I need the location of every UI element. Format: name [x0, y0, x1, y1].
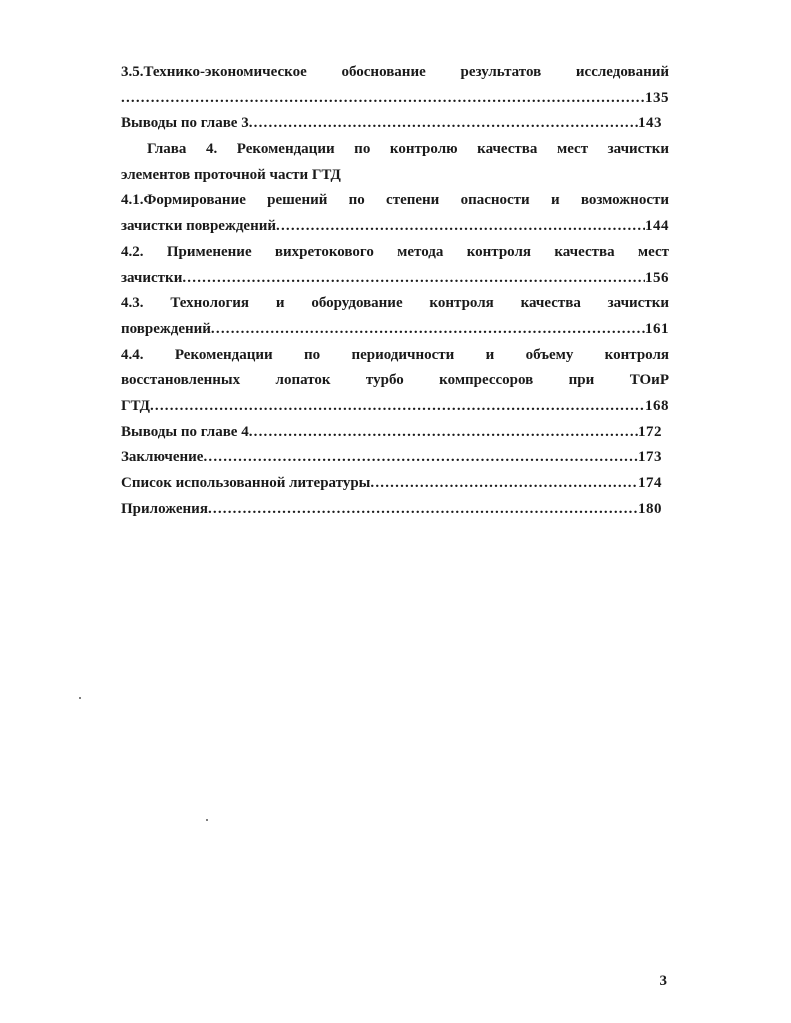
toc-entry-4-2-line2 — [121, 266, 669, 292]
dot-leader — [208, 497, 638, 523]
toc-page-number: 143 — [638, 115, 662, 132]
dot-leader — [150, 394, 645, 420]
chapter4-heading-line1: Глава 4. Рекомендации по контролю качества мест зачистки — [147, 141, 669, 158]
page-number: 3 — [659, 973, 667, 989]
toc-entry-label: Список использованной литературы — [121, 475, 371, 491]
scan-speck — [79, 697, 81, 699]
dot-leader — [121, 86, 645, 112]
table-of-contents — [121, 60, 669, 522]
toc-entry-4-3-line2 — [121, 317, 669, 343]
toc-page-number: 144 — [645, 218, 669, 235]
toc-entry-label: ГТД — [121, 397, 150, 414]
toc-entry-4-1-line1: 4.1.Формирование решений по степени опасности и возможности — [121, 192, 669, 209]
toc-entry-4-4-line2: восстановленных лопаток турбо компрессоров при ТОиР — [121, 372, 669, 389]
dot-leader — [211, 317, 645, 343]
toc-entry-4-3-line1: 4.3. Технология и оборудование контроля качества зачистки — [121, 295, 669, 312]
toc-entry-label: Выводы по главе 3 — [121, 115, 249, 132]
toc-entry-references — [121, 471, 662, 497]
toc-entry-label: Выводы по главе 4 — [121, 423, 249, 440]
toc-entry-3-5-leader — [121, 86, 669, 112]
toc-page-number: 161 — [645, 320, 669, 337]
dot-leader — [276, 214, 645, 240]
toc-page-number: 173 — [638, 449, 662, 466]
toc-entry-4-4-line1: 4.4. Рекомендации по периодичности и объему контроля — [121, 346, 669, 363]
toc-entry-3-5-title: 3.5.Технико-экономическое обоснование результатов исследований — [121, 64, 669, 80]
toc-page-number: 180 — [638, 500, 662, 517]
toc-entry-label: зачистки — [121, 269, 183, 286]
dot-leader — [203, 445, 638, 471]
toc-entry-4-4-line3 — [121, 394, 669, 420]
toc-page-number: 156 — [645, 269, 669, 286]
toc-page-number: 172 — [638, 423, 662, 440]
scan-speck — [206, 819, 208, 821]
toc-page-number: 135 — [645, 89, 669, 106]
toc-page-number: 168 — [645, 397, 669, 414]
toc-entry-label: Приложения — [121, 500, 208, 517]
toc-entry-appendices — [121, 497, 662, 523]
toc-entry-label: повреждений — [121, 320, 211, 337]
toc-page-number: 174 — [638, 475, 662, 491]
toc-entry-conclusion — [121, 445, 662, 471]
dot-leader — [249, 111, 638, 137]
toc-entry-chapter4-conclusions — [121, 420, 662, 446]
dot-leader — [249, 420, 638, 446]
dot-leader — [182, 266, 645, 292]
chapter4-heading-line2: элементов проточной части ГТД — [121, 166, 341, 183]
toc-entry-label: Заключение — [121, 449, 204, 466]
toc-entry-chapter3-conclusions — [121, 111, 662, 137]
toc-entry-label: зачистки повреждений — [121, 218, 277, 235]
toc-entry-4-2-line1: 4.2. Применение вихретокового метода контроля качества мест — [121, 243, 669, 260]
toc-entry-4-1-line2 — [121, 214, 669, 240]
dot-leader — [370, 471, 638, 497]
